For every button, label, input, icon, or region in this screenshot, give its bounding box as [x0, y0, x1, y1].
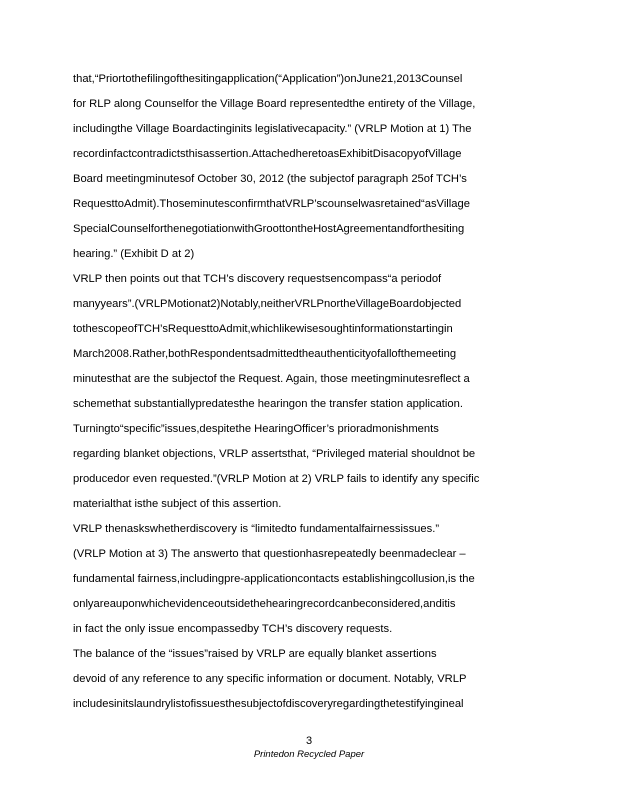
text-line: for RLP along Counselfor the Village Board representedthe entirety of the Village,	[73, 98, 476, 110]
text-line: hearing.” (Exhibit D at 2)	[73, 248, 195, 260]
text-line: (VRLP Motion at 3) The answerto that questionhasrepeatedly beenmadeclear –	[73, 548, 466, 560]
text-line: March2008.Rather,bothRespondentsadmittedtheauthenticityofallofthemeeting	[73, 348, 457, 360]
text-line: VRLP thenaskswhetherdiscovery is “limitedto fundamentalfairnessissues.”	[73, 523, 440, 535]
text-line: includingthe Village Boardactinginits legislativecapacity.” (VRLP Motion at 1) The	[73, 123, 472, 135]
text-line: The balance of the “issues”raised by VRLP are equally blanket assertions	[73, 648, 437, 660]
text-line: VRLP then points out that TCH’s discovery requestsencompass“a periodof	[73, 273, 442, 285]
text-line: onlyareauponwhichevidenceoutsidethehearingrecordcanbeconsidered,anditis	[73, 598, 456, 610]
text-line: recordinfactcontradictsthisassertion.AttachedheretoasExhibitDisacopyofVillage	[73, 148, 462, 160]
text-line: materialthat isthe subject of this assertion.	[73, 498, 282, 510]
text-line: producedor even requested.”(VRLP Motion at 2) VRLP fails to identify any specific	[73, 473, 480, 485]
text-line: that,“Priortothefilingofthesitingapplication(“Application”)onJune21,2013Counsel	[73, 73, 463, 85]
text-line: tothescopeofTCH’sRequesttoAdmit,whichlikewisesoughtinformationstartingin	[73, 323, 453, 335]
recycled-paper-note: Printedon Recycled Paper	[253, 749, 365, 760]
text-line: in fact the only issue encompassedby TCH’s discovery requests.	[73, 623, 393, 635]
text-line: schemethat substantiallypredatesthe hearingon the transfer station application.	[73, 398, 463, 410]
text-line: SpecialCounselforthenegotiationwithGroottontheHostAgreementandforthesiting	[73, 223, 465, 235]
text-line: RequesttoAdmit).ThoseminutesconfirmthatVRLP’scounselwasretained“asVillage	[73, 198, 470, 210]
text-line: Turningto“specific”issues,despitethe HearingOfficer’s prioradmonishments	[73, 423, 439, 435]
text-line: includesinitslaundrylistofissuesthesubjectofdiscoveryregardingthetestifyingineal	[73, 698, 464, 710]
text-line: minutesthat are the subjectof the Request. Again, those meetingminutesreflect a	[73, 373, 470, 385]
page-number: 3	[305, 735, 313, 747]
text-line: manyyears”.(VRLPMotionat2)Notably,neitherVRLPnortheVillageBoardobjected	[73, 298, 462, 310]
text-line: regarding blanket objections, VRLP assertsthat, “Privileged material shouldnot be	[73, 448, 476, 460]
text-line: devoid of any reference to any specific information or document. Notably, VRLP	[73, 673, 467, 685]
text-line: Board meetingminutesof October 30, 2012 (the subjectof paragraph 25of TCH’s	[73, 173, 467, 185]
body-text	[73, 70, 553, 720]
text-line: fundamental fairness,includingpre-applicationcontacts establishingcollusion,is the	[73, 573, 475, 585]
